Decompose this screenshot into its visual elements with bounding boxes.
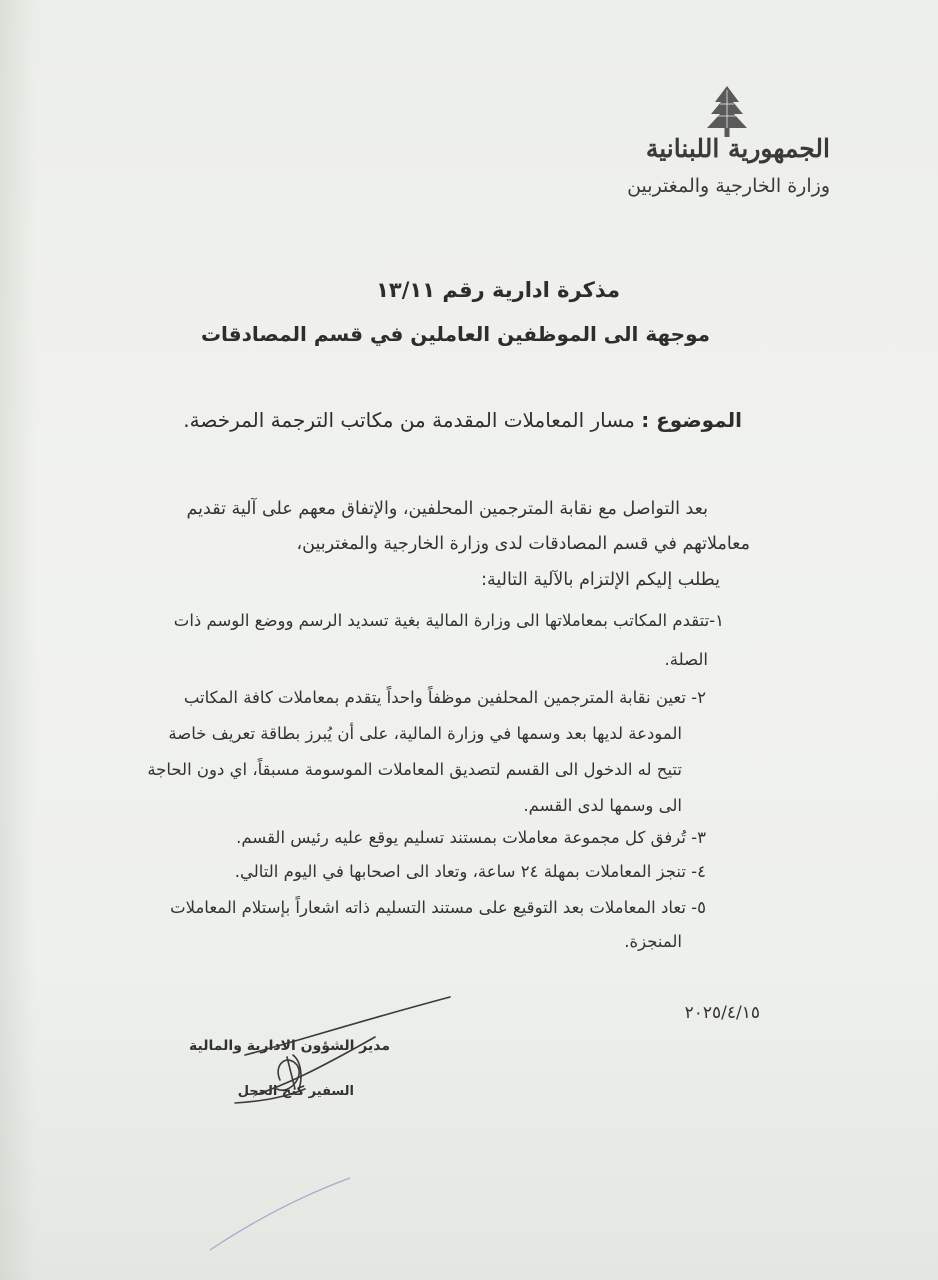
list-item-2-line: ٢- تعين نقابة المترجمين المحلفين موظفاً واحداً يتقدم بمعاملات كافة المكاتب [183, 688, 706, 707]
memo-date: ٢٠٢٥/٤/١٥ [684, 1003, 760, 1023]
subject-label: الموضوع : [641, 408, 742, 432]
memo-addressee: موجهة الى الموظفين العاملين في قسم المصادقات [200, 322, 710, 346]
list-item-3-line: ٣- تُرفق كل مجموعة معاملات بمستند تسليم يوقع عليه رئيس القسم. [236, 828, 706, 847]
subject-text: مسار المعاملات المقدمة من مكاتب الترجمة المرخصة. [183, 408, 635, 432]
intro-line: معاملاتهم في قسم المصادقات لدى وزارة الخارجية والمغتربين، [296, 534, 750, 554]
intro-line: يطلب إليكم الإلتزام بالآلية التالية: [481, 570, 720, 590]
list-item-1-line: ١-تتقدم المكاتب بمعاملاتها الى وزارة المالية بغية تسديد الرسم ووضع الوسم ذات [173, 611, 724, 630]
list-item-2-line: المودعة لديها بعد وسمها في وزارة المالية، على أن يُبرز بطاقة تعريف خاصة [168, 724, 682, 743]
memo-title: مذكرة ادارية رقم ١٣/١١ [376, 278, 620, 302]
list-item-1-line: الصلة. [664, 650, 708, 669]
intro-line: بعد التواصل مع نقابة المترجمين المحلفين، والإتفاق معهم على آلية تقديم [186, 499, 708, 519]
signatory-name: السفير كنج الحجل [237, 1084, 354, 1099]
list-item-2-line: الى وسمها لدى القسم. [523, 796, 682, 815]
handwritten-signature-icon [225, 985, 465, 1120]
list-item-4-line: ٤- تنجز المعاملات بمهلة ٢٤ ساعة، وتعاد الى اصحابها في اليوم التالي. [234, 862, 706, 881]
cedar-emblem-icon [703, 84, 751, 140]
department-stamp-icon [200, 1170, 360, 1265]
header-ministry: وزارة الخارجية والمغتربين [627, 175, 830, 197]
signatory-title: مدير الشؤون الادارية والمالية [189, 1038, 390, 1054]
list-item-5-line: ٥- تعاد المعاملات بعد التوقيع على مستند التسليم ذاته اشعاراً بإستلام المعاملات [170, 898, 706, 917]
list-item-5-line: المنجزة. [624, 932, 682, 951]
list-item-2-line: تتيح له الدخول الى القسم لتصديق المعاملات الموسومة مسبقاً، اي دون الحاجة [147, 760, 682, 779]
header-country: الجمهورية اللبنانية [645, 134, 830, 163]
subject-line [183, 408, 742, 432]
